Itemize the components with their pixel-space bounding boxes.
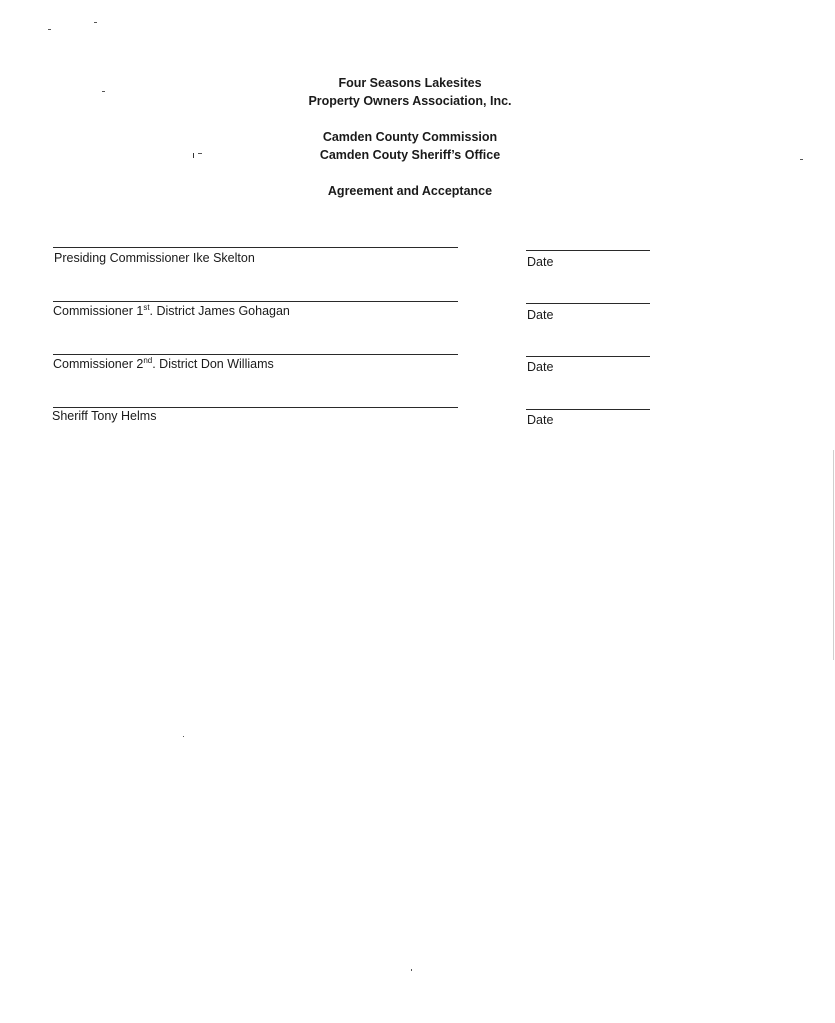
signature-line bbox=[53, 247, 458, 248]
scan-speck bbox=[198, 153, 202, 154]
document-title: Agreement and Acceptance bbox=[327, 184, 493, 198]
signature-line bbox=[53, 301, 458, 302]
date-line bbox=[526, 250, 650, 251]
party-line1: Camden County Commission bbox=[322, 130, 498, 144]
date-line bbox=[526, 303, 650, 304]
date-line bbox=[526, 356, 650, 357]
scan-speck bbox=[800, 159, 803, 160]
scan-speck bbox=[94, 22, 97, 23]
signature-line bbox=[53, 354, 458, 355]
scan-speck bbox=[48, 29, 51, 30]
party-line2: Camden Couty Sheriff’s Office bbox=[319, 148, 501, 162]
scan-speck bbox=[411, 969, 412, 971]
signatory-name: Commissioner 1st. District James Gohagan bbox=[53, 302, 290, 318]
signatory-name: Presiding Commissioner Ike Skelton bbox=[54, 251, 255, 265]
org-name-line2: Property Owners Association, Inc. bbox=[308, 94, 512, 108]
signatory-name: Sheriff Tony Helms bbox=[52, 409, 157, 423]
date-label: Date bbox=[527, 308, 554, 322]
signatory-name: Commissioner 2nd. District Don Williams bbox=[53, 355, 274, 371]
scan-speck bbox=[102, 91, 105, 92]
scan-speck bbox=[193, 153, 194, 158]
org-name-line1: Four Seasons Lakesites bbox=[338, 76, 482, 90]
scan-edge-shadow bbox=[833, 450, 834, 660]
date-label: Date bbox=[527, 413, 554, 427]
signature-line bbox=[53, 407, 458, 408]
date-label: Date bbox=[527, 255, 554, 269]
date-label: Date bbox=[527, 360, 554, 374]
date-line bbox=[526, 409, 650, 410]
scan-speck bbox=[183, 736, 184, 737]
